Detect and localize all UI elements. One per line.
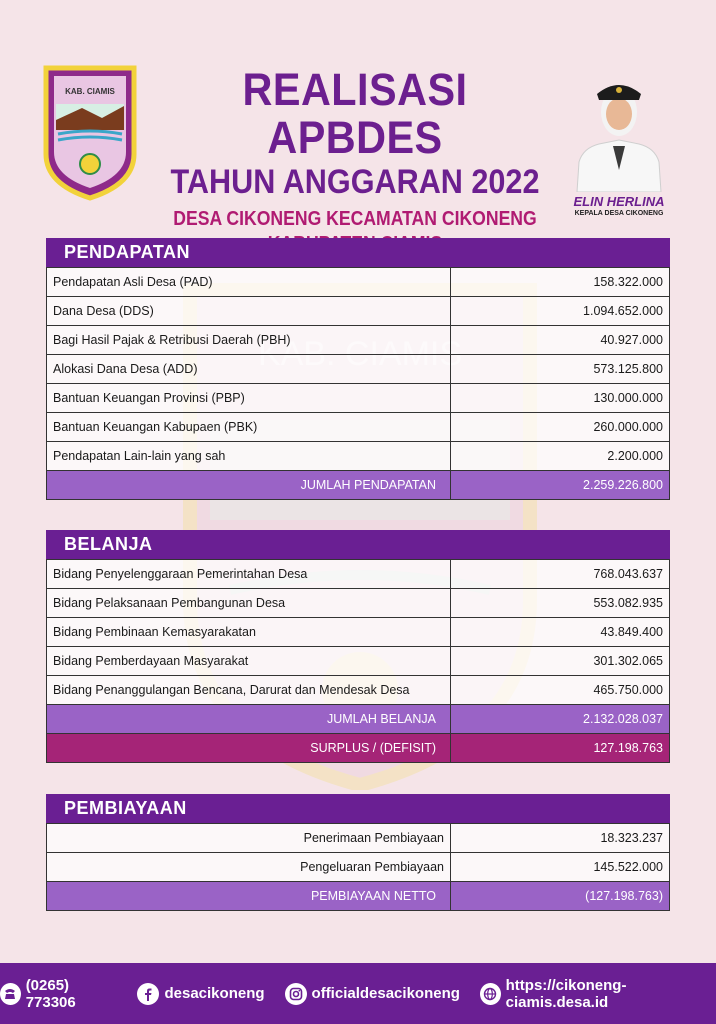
- row-value: 260.000.000: [451, 413, 670, 442]
- row-value: 301.302.065: [451, 647, 670, 676]
- website-url: https://cikoneng-ciamis.desa.id: [505, 976, 627, 1011]
- pembiayaan-heading: PEMBIAYAAN: [46, 794, 670, 823]
- row-label: Bidang Pemberdayaan Masyarakat: [47, 647, 451, 676]
- surplus-row: [47, 734, 670, 763]
- surplus-value: 127.198.763: [451, 734, 670, 763]
- instagram-icon: [285, 983, 307, 1005]
- instagram-handle: officialdesacikoneng: [311, 985, 460, 1002]
- official-role: KEPALA DESA CIKONENG: [574, 210, 664, 217]
- row-label: Alokasi Dana Desa (ADD): [47, 355, 451, 384]
- row-value: 158.322.000: [451, 268, 670, 297]
- row-value: 130.000.000: [451, 384, 670, 413]
- belanja-heading: BELANJA: [46, 530, 670, 559]
- total-value: 2.132.028.037: [451, 705, 670, 734]
- title-block: [140, 66, 570, 256]
- belanja-table: [46, 559, 670, 763]
- row-label: Dana Desa (DDS): [47, 297, 451, 326]
- title-year: TAHUN ANGGARAN 2022: [170, 163, 540, 201]
- row-label: Bidang Pembinaan Kemasyarakatan: [47, 618, 451, 647]
- table-row: [47, 853, 670, 882]
- row-value: 145.522.000: [451, 853, 670, 882]
- contact-footer: [0, 963, 716, 1024]
- website-link[interactable]: [480, 977, 716, 1011]
- table-row: [47, 824, 670, 853]
- total-row: [47, 705, 670, 734]
- facebook-handle: desacikoneng: [164, 985, 265, 1002]
- table-row: [47, 560, 670, 589]
- row-label: Bidang Penanggulangan Bencana, Darurat dan Mendesak Desa: [47, 676, 451, 705]
- total-row: [47, 882, 670, 911]
- table-row: [47, 268, 670, 297]
- row-label: Bagi Hasil Pajak & Retribusi Daerah (PBH): [47, 326, 451, 355]
- facebook-link[interactable]: [137, 983, 264, 1005]
- title-village: DESA CIKONENG KECAMATAN CIKONENG: [173, 208, 537, 230]
- table-row: [47, 384, 670, 413]
- row-value: 573.125.800: [451, 355, 670, 384]
- phone-contact[interactable]: [0, 977, 117, 1011]
- surplus-label: SURPLUS / (DEFISIT): [47, 734, 451, 763]
- instagram-link[interactable]: [285, 983, 460, 1005]
- table-row: [47, 676, 670, 705]
- table-row: [47, 442, 670, 471]
- row-label: Penerimaan Pembiayaan: [47, 824, 451, 853]
- facebook-icon: [137, 983, 159, 1005]
- ciamis-logo: [42, 64, 138, 202]
- row-label: Bidang Penyelenggaraan Pemerintahan Desa: [47, 560, 451, 589]
- belanja-section: [46, 530, 670, 763]
- official-block: [564, 70, 674, 220]
- row-value: 768.043.637: [451, 560, 670, 589]
- pendapatan-table: [46, 267, 670, 500]
- row-label: Pendapatan Lain-lain yang sah: [47, 442, 451, 471]
- pendapatan-heading: PENDAPATAN: [46, 238, 670, 267]
- table-row: [47, 618, 670, 647]
- official-photo: [569, 70, 669, 192]
- total-label: PEMBIAYAAN NETTO: [47, 882, 451, 911]
- table-row: [47, 413, 670, 442]
- phone-icon: [0, 983, 21, 1005]
- row-value: 40.927.000: [451, 326, 670, 355]
- table-row: [47, 355, 670, 384]
- row-value: 465.750.000: [451, 676, 670, 705]
- pembiayaan-table: [46, 823, 670, 911]
- total-value: 2.259.226.800: [451, 471, 670, 500]
- title-realisasi: REALISASI APBDES: [242, 64, 468, 163]
- row-label: Bidang Pelaksanaan Pembangunan Desa: [47, 589, 451, 618]
- row-value: 2.200.000: [451, 442, 670, 471]
- total-label: JUMLAH BELANJA: [47, 705, 451, 734]
- total-row: [47, 471, 670, 500]
- row-label: Pengeluaran Pembiayaan: [47, 853, 451, 882]
- pendapatan-section: [46, 238, 670, 500]
- table-row: [47, 647, 670, 676]
- row-label: Pendapatan Asli Desa (PAD): [47, 268, 451, 297]
- table-row: [47, 297, 670, 326]
- globe-icon: [480, 983, 501, 1005]
- row-value: 553.082.935: [451, 589, 670, 618]
- table-row: [47, 589, 670, 618]
- pembiayaan-section: [46, 794, 670, 911]
- row-label: Bantuan Keuangan Provinsi (PBP): [47, 384, 451, 413]
- total-label: JUMLAH PENDAPATAN: [47, 471, 451, 500]
- row-value: 43.849.400: [451, 618, 670, 647]
- official-name: ELIN HERLINA: [573, 194, 665, 209]
- total-value: (127.198.763): [451, 882, 670, 911]
- row-value: 1.094.652.000: [451, 297, 670, 326]
- row-label: Bantuan Keuangan Kabupaen (PBK): [47, 413, 451, 442]
- table-row: [47, 326, 670, 355]
- svg-text:KAB. CIAMIS: KAB. CIAMIS: [65, 87, 115, 96]
- phone-number: (0265) 773306: [25, 976, 76, 1011]
- row-value: 18.323.237: [451, 824, 670, 853]
